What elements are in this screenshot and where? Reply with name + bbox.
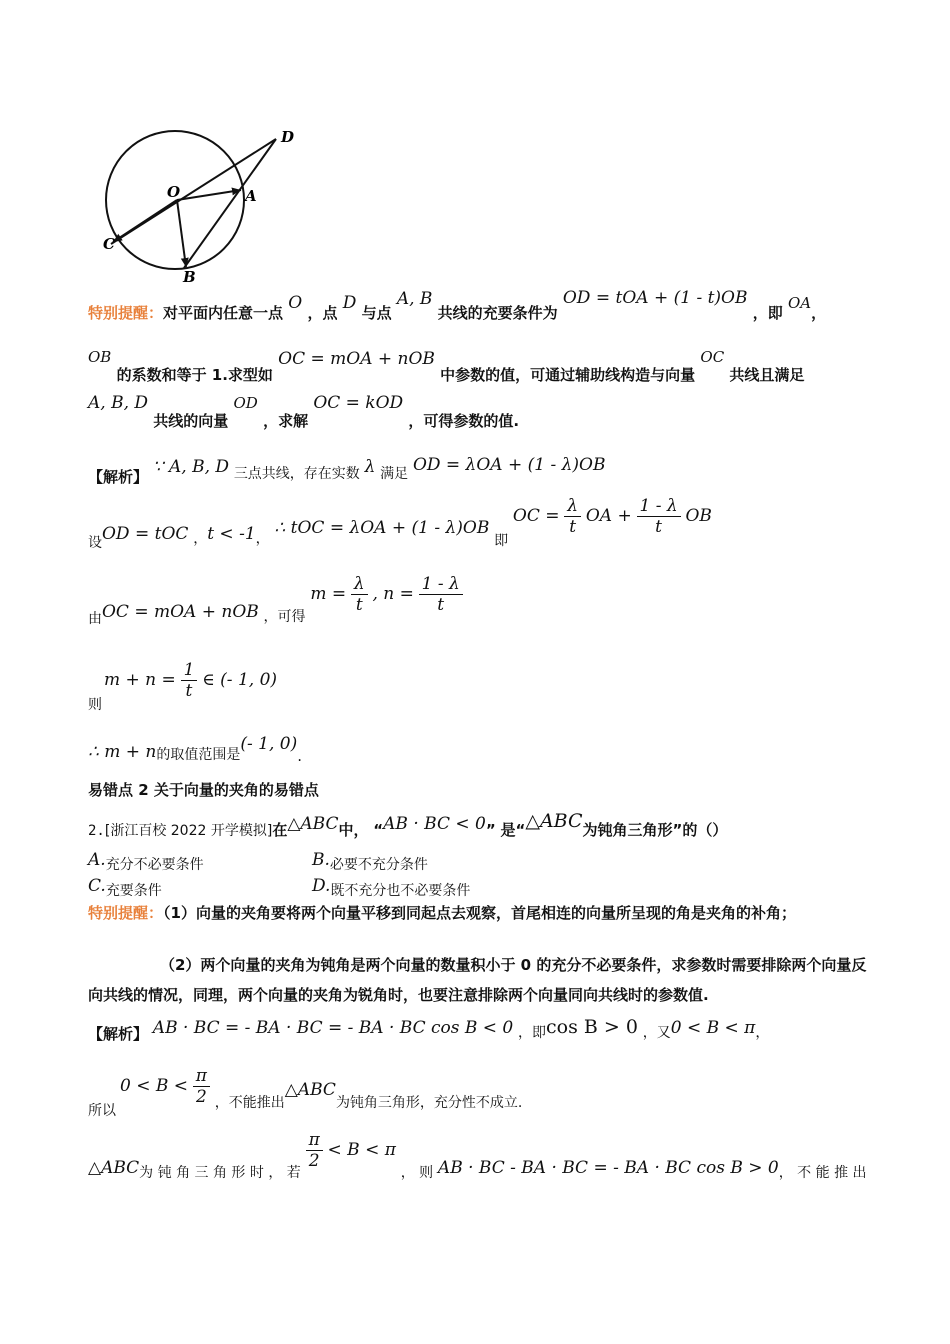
collinear-equation: OD = tOA + (1 - t)OB <box>562 288 748 308</box>
tip1-line3 <box>88 393 520 436</box>
cos-b-positive: cos B > 0 <box>546 1016 638 1038</box>
kede: ，可得 <box>263 609 306 625</box>
option-b-text: 必要不充分条件 <box>329 857 428 873</box>
fraction-lambda-t-2 <box>351 574 368 615</box>
q2-text2: 中， <box>338 821 369 839</box>
oc-eq-b: OA + <box>585 506 632 526</box>
m-n-values <box>310 574 462 615</box>
label-d: D <box>281 128 295 146</box>
sol2-label: 【解析】 <box>88 1025 149 1043</box>
q2-text4: 为钝角三角形”的（） <box>582 821 728 839</box>
q2-source: [浙江百校 2022 开学模拟] <box>104 823 273 839</box>
label-a: A <box>245 187 257 205</box>
tip1-text10: ，求解 <box>263 412 309 430</box>
b-half-pi <box>120 1066 210 1107</box>
sol2-line2 <box>88 1066 523 1119</box>
sol2-eq1: AB · BC = - BA · BC = - BA · BC cos B < 0 <box>152 1018 514 1038</box>
frac-den: t <box>185 681 193 701</box>
b-range: 0 < B < π <box>670 1018 756 1038</box>
sol2-c3: ， <box>755 1025 770 1041</box>
tip2-para1 <box>88 898 868 928</box>
tip2-label: 特别提醒： <box>88 904 164 922</box>
she: 设 <box>88 535 102 551</box>
b-lt-pi: < B < π <box>327 1140 396 1160</box>
vector-ob-text: OB <box>88 348 112 366</box>
m-plus-n-eq <box>104 660 277 701</box>
vector-oc-text: OC <box>700 348 725 366</box>
sol2-line3 <box>88 1130 867 1180</box>
vector-oa-text: OA <box>787 294 812 312</box>
sol2-l3-t1: 为 钝 角 三 角 形 时 ， 若 <box>139 1165 301 1181</box>
lambda: λ <box>364 457 376 477</box>
because-abd: ∵ A, B, D <box>152 457 230 477</box>
sol1-line1 <box>88 456 605 492</box>
sol2-l2-t: 为钝角三角形，充分性不成立. <box>335 1095 523 1111</box>
frac-den: t <box>355 595 363 615</box>
tip1-text8: 共线且满足 <box>729 366 805 384</box>
tip2-para2 <box>88 950 868 1010</box>
tip1-line1 <box>88 288 827 342</box>
frac-num: π <box>193 1066 210 1087</box>
vector-oc <box>113 200 177 242</box>
tip1-text2: ，点 <box>307 304 338 322</box>
option-c-letter: C. <box>88 876 106 896</box>
label-o: O <box>167 183 181 201</box>
q2-quote-close: ” <box>485 821 496 839</box>
option-a-letter: A. <box>88 850 106 870</box>
frac-num: λ <box>351 574 368 595</box>
fraction-pi-2-b <box>306 1130 323 1171</box>
q2-quote-open2: “ <box>515 821 526 839</box>
section-title: 易错点 2 关于向量的夹角的易错点 <box>88 781 319 799</box>
tip1-line2 <box>88 348 805 392</box>
half-pi-lt-b <box>306 1130 396 1171</box>
option-c-text: 充要条件 <box>105 883 162 899</box>
sol1-line4 <box>88 660 278 713</box>
option-d[interactable] <box>312 876 471 899</box>
sol1-eq1: OD = λOA + (1 - λ)OB <box>412 455 606 475</box>
sep1: ， <box>193 531 208 547</box>
frac-den: t <box>569 517 577 537</box>
tip1-label: 特别提醒： <box>88 304 164 322</box>
tip1-text7: 中参数的值，可通过辅助线构造与向量 <box>440 366 696 384</box>
point-o: O <box>288 293 303 313</box>
point-d: D <box>342 293 357 313</box>
range-text: 的取值范围是 <box>156 747 241 763</box>
b-ineq: 0 < B < <box>120 1076 189 1096</box>
circle-vector-figure <box>95 120 315 290</box>
ze: 则 <box>88 697 102 713</box>
sol1-text2: 满足 <box>380 466 409 482</box>
option-a-text: 充分不必要条件 <box>105 857 204 873</box>
option-a[interactable] <box>88 850 204 873</box>
suoyi: 所以 <box>88 1103 116 1119</box>
q2-text1: 在 <box>272 821 288 839</box>
tip1-text4: 共线的充要条件为 <box>437 304 558 322</box>
tip1-text1: 对平面内任意一点 <box>163 304 284 322</box>
frac-num: 1 - λ <box>419 574 463 595</box>
sol2-line1 <box>88 1016 769 1050</box>
oc-mn-eq: OC = mOA + nOB <box>102 602 259 622</box>
q2-number: 2. <box>88 823 105 839</box>
sol1-label: 【解析】 <box>88 468 149 486</box>
tip2-p1: （1）向量的夹角要将两个向量平移到同起点去观察，首尾相连的向量所呈现的角是夹角的补角； <box>163 904 796 922</box>
you: 由 <box>88 611 102 627</box>
oc-eq-c: OB <box>685 506 712 526</box>
sol2-l2-c: ，不能推出 <box>214 1095 285 1111</box>
vector-od-text: OD <box>233 394 258 412</box>
oc-expansion <box>513 496 712 537</box>
fraction-1-lambda-t <box>637 496 681 537</box>
mn-sum: m + n = <box>104 670 176 690</box>
option-b[interactable] <box>312 850 428 873</box>
tip2-p2: （2）两个向量的夹角为钝角是两个向量的数量积小于 0 的充分不必要条件，求参数时需要排除两个向量反向共线的情况，同理，两个向量的夹角为锐角时，也要注意排除两个向量同向共线时的参数值. <box>88 956 867 1004</box>
sol1-line5 <box>88 734 302 766</box>
ji: 即 <box>494 533 509 549</box>
frac-den: t <box>655 517 663 537</box>
triangle-abc-2: △ABC <box>525 810 583 832</box>
tip1-text3: 与点 <box>361 304 392 322</box>
k-equation: OC = kOD <box>313 393 404 413</box>
range-interval: (- 1, 0) <box>240 734 298 754</box>
frac-den: t <box>437 595 445 615</box>
label-b: B <box>183 268 196 286</box>
tip1-text11: ，可得参数的值. <box>408 412 520 430</box>
t-lt-neg1: t < -1 <box>207 524 256 544</box>
frac-num: π <box>306 1130 323 1151</box>
sep2: ， <box>255 531 270 547</box>
od-eq-toc: OD = tOC <box>102 524 189 544</box>
q2-quote-open: “ <box>373 821 384 839</box>
fraction-1-t <box>181 660 198 701</box>
vector-ob <box>177 200 186 267</box>
frac-num: 1 <box>181 660 198 681</box>
sol1-text1: 三点共线，存在实数 <box>233 466 360 482</box>
oc-eq-a: OC = <box>512 506 560 526</box>
triangle-abc-3: △ABC <box>284 1080 336 1100</box>
m-eq: m = <box>310 584 347 604</box>
frac-num: 1 - λ <box>637 496 681 517</box>
q2-text3: 是 <box>500 821 516 839</box>
tip1-text5: ，即 <box>752 304 783 322</box>
triangle-abc: △ABC <box>287 814 339 834</box>
fraction-pi-2 <box>193 1066 210 1107</box>
option-c[interactable] <box>88 876 162 899</box>
option-d-text: 既不充分也不必要条件 <box>330 883 471 899</box>
fraction-1-lambda-t-2 <box>419 574 463 615</box>
period: . <box>297 747 302 765</box>
tip1-text6: 的系数和等于 1.求型如 <box>116 366 273 384</box>
sol2-l3-end: ， 不 能 推 出 <box>778 1165 867 1181</box>
therefore-mn: ∴ m + n <box>88 742 157 762</box>
tip1-comma: ， <box>811 304 827 322</box>
q2-line1 <box>88 812 727 846</box>
sol1-line2 <box>88 496 712 558</box>
frac-num: λ <box>564 496 581 517</box>
sol1-line3 <box>88 574 463 634</box>
sol2-c2: ，又 <box>642 1025 671 1041</box>
sol2-l3-c: ， 则 <box>400 1165 434 1181</box>
dot-product-cond: AB · BC < 0 <box>383 814 486 834</box>
n-eq: , n = <box>372 584 414 604</box>
toc-eq: ∴ tOC = λOA + (1 - λ)OB <box>274 518 490 538</box>
frac-den: 2 <box>308 1151 320 1171</box>
tip1-text9: 共线的向量 <box>153 412 229 430</box>
points-abd: A, B, D <box>88 393 149 413</box>
interval: ∈ (- 1, 0) <box>202 670 278 690</box>
sol2-l3-eq: AB · BC - BA · BC = - BA · BC cos B > 0 <box>437 1158 779 1178</box>
frac-den: 2 <box>195 1087 207 1107</box>
points-ab: A, B <box>396 289 433 309</box>
sol2-c1: ，即 <box>518 1025 547 1041</box>
option-b-letter: B. <box>312 850 330 870</box>
param-equation: OC = mOA + nOB <box>278 349 435 369</box>
option-d-letter: D. <box>312 876 331 896</box>
fraction-lambda-t <box>564 496 581 537</box>
label-c: C <box>103 235 115 253</box>
triangle-abc-4: △ABC <box>88 1158 140 1178</box>
